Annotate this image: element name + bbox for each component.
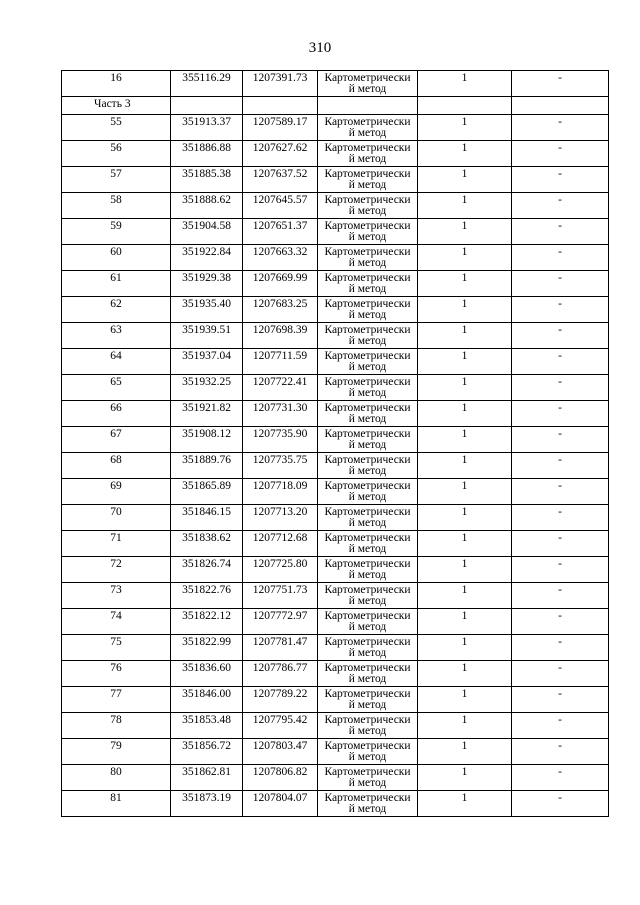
point-number: 61 bbox=[62, 271, 171, 297]
description: - bbox=[512, 765, 609, 791]
description: - bbox=[512, 167, 609, 193]
coord-y: 1207698.39 bbox=[243, 323, 318, 349]
precision: 1 bbox=[418, 713, 512, 739]
method-line-2: й метод bbox=[348, 231, 387, 243]
method-line-1: Картометрически bbox=[324, 766, 411, 778]
coord-x: 351904.58 bbox=[171, 219, 243, 245]
method-cell bbox=[318, 141, 418, 167]
point-number: 68 bbox=[62, 453, 171, 479]
method-line-2: й метод bbox=[348, 309, 387, 321]
description: - bbox=[512, 557, 609, 583]
method-line-2: й метод bbox=[348, 725, 387, 737]
precision: 1 bbox=[418, 557, 512, 583]
description: - bbox=[512, 739, 609, 765]
method-line-1: Картометрически bbox=[324, 428, 411, 440]
coord-y: 1207713.20 bbox=[243, 505, 318, 531]
precision: 1 bbox=[418, 71, 512, 97]
point-number: 55 bbox=[62, 115, 171, 141]
description: - bbox=[512, 141, 609, 167]
coord-y: 1207669.99 bbox=[243, 271, 318, 297]
table-row bbox=[62, 765, 609, 791]
method-cell bbox=[318, 479, 418, 505]
method-cell bbox=[318, 219, 418, 245]
description: - bbox=[512, 375, 609, 401]
point-number: 66 bbox=[62, 401, 171, 427]
method-line-2: й метод bbox=[348, 543, 387, 555]
table-row bbox=[62, 687, 609, 713]
method-line-1: Картометрически bbox=[324, 116, 411, 128]
method-line-1: Картометрически bbox=[324, 714, 411, 726]
table-row bbox=[62, 401, 609, 427]
method-line-2: й метод bbox=[348, 803, 387, 815]
coord-x: 351937.04 bbox=[171, 349, 243, 375]
empty-cell bbox=[512, 97, 609, 115]
point-number: 79 bbox=[62, 739, 171, 765]
table-row bbox=[62, 323, 609, 349]
coord-x: 351939.51 bbox=[171, 323, 243, 349]
empty-cell bbox=[318, 97, 418, 115]
method-line-2: й метод bbox=[348, 439, 387, 451]
precision: 1 bbox=[418, 531, 512, 557]
point-number: 58 bbox=[62, 193, 171, 219]
method-line-1: Картометрически bbox=[324, 402, 411, 414]
method-line-2: й метод bbox=[348, 127, 387, 139]
method-cell bbox=[318, 687, 418, 713]
coord-y: 1207627.62 bbox=[243, 141, 318, 167]
precision: 1 bbox=[418, 583, 512, 609]
point-number: 74 bbox=[62, 609, 171, 635]
coord-y: 1207712.68 bbox=[243, 531, 318, 557]
coord-y: 1207735.90 bbox=[243, 427, 318, 453]
precision: 1 bbox=[418, 635, 512, 661]
point-number: 62 bbox=[62, 297, 171, 323]
method-cell bbox=[318, 505, 418, 531]
coord-y: 1207786.77 bbox=[243, 661, 318, 687]
method-cell bbox=[318, 193, 418, 219]
method-line-2: й метод bbox=[348, 283, 387, 295]
precision: 1 bbox=[418, 167, 512, 193]
method-line-1: Картометрически bbox=[324, 298, 411, 310]
point-number: 60 bbox=[62, 245, 171, 271]
method-line-2: й метод bbox=[348, 465, 387, 477]
part-label: Часть 3 bbox=[62, 97, 171, 115]
description: - bbox=[512, 453, 609, 479]
method-line-1: Картометрически bbox=[324, 558, 411, 570]
method-line-1: Картометрически bbox=[324, 792, 411, 804]
method-cell bbox=[318, 71, 418, 97]
table-row bbox=[62, 661, 609, 687]
description: - bbox=[512, 427, 609, 453]
description: - bbox=[512, 193, 609, 219]
method-line-1: Картометрически bbox=[324, 662, 411, 674]
method-cell bbox=[318, 791, 418, 817]
coord-y: 1207683.25 bbox=[243, 297, 318, 323]
precision: 1 bbox=[418, 297, 512, 323]
coord-y: 1207781.47 bbox=[243, 635, 318, 661]
coord-x: 351853.48 bbox=[171, 713, 243, 739]
method-line-1: Картометрически bbox=[324, 740, 411, 752]
table-row bbox=[62, 375, 609, 401]
table-row bbox=[62, 349, 609, 375]
coord-x: 351822.12 bbox=[171, 609, 243, 635]
method-cell bbox=[318, 297, 418, 323]
method-line-2: й метод bbox=[348, 387, 387, 399]
method-line-2: й метод bbox=[348, 699, 387, 711]
method-cell bbox=[318, 765, 418, 791]
method-line-1: Картометрически bbox=[324, 324, 411, 336]
point-number: 59 bbox=[62, 219, 171, 245]
table-row bbox=[62, 193, 609, 219]
method-line-1: Картометрически bbox=[324, 584, 411, 596]
method-line-2: й метод bbox=[348, 621, 387, 633]
coord-y: 1207725.80 bbox=[243, 557, 318, 583]
coord-x: 351888.62 bbox=[171, 193, 243, 219]
coord-y: 1207718.09 bbox=[243, 479, 318, 505]
empty-cell bbox=[418, 97, 512, 115]
precision: 1 bbox=[418, 349, 512, 375]
description: - bbox=[512, 71, 609, 97]
method-cell bbox=[318, 531, 418, 557]
method-line-2: й метод bbox=[348, 491, 387, 503]
description: - bbox=[512, 505, 609, 531]
coord-y: 1207772.97 bbox=[243, 609, 318, 635]
coord-y: 1207806.82 bbox=[243, 765, 318, 791]
coord-x: 351862.81 bbox=[171, 765, 243, 791]
point-number: 78 bbox=[62, 713, 171, 739]
table-row bbox=[62, 115, 609, 141]
table-row bbox=[62, 167, 609, 193]
method-cell bbox=[318, 635, 418, 661]
coord-y: 1207803.47 bbox=[243, 739, 318, 765]
coord-x: 351922.84 bbox=[171, 245, 243, 271]
precision: 1 bbox=[418, 427, 512, 453]
coord-y: 1207651.37 bbox=[243, 219, 318, 245]
coord-x: 351913.37 bbox=[171, 115, 243, 141]
point-number: 81 bbox=[62, 791, 171, 817]
table-row bbox=[62, 583, 609, 609]
table-row bbox=[62, 505, 609, 531]
method-line-2: й метод bbox=[348, 595, 387, 607]
coord-x: 351822.99 bbox=[171, 635, 243, 661]
method-line-1: Картометрически bbox=[324, 246, 411, 258]
method-line-2: й метод bbox=[348, 205, 387, 217]
empty-cell bbox=[243, 97, 318, 115]
method-line-2: й метод bbox=[348, 569, 387, 581]
description: - bbox=[512, 635, 609, 661]
page-number: 310 bbox=[308, 40, 332, 56]
part-header-row bbox=[62, 97, 609, 115]
method-cell bbox=[318, 167, 418, 193]
coord-y: 1207789.22 bbox=[243, 687, 318, 713]
table-row bbox=[62, 557, 609, 583]
description: - bbox=[512, 271, 609, 297]
description: - bbox=[512, 661, 609, 687]
table-row bbox=[62, 297, 609, 323]
coord-x: 351929.38 bbox=[171, 271, 243, 297]
method-cell bbox=[318, 453, 418, 479]
method-cell bbox=[318, 661, 418, 687]
method-line-2: й метод bbox=[348, 413, 387, 425]
coord-x: 351889.76 bbox=[171, 453, 243, 479]
coord-y: 1207795.42 bbox=[243, 713, 318, 739]
coord-y: 1207645.57 bbox=[243, 193, 318, 219]
method-cell bbox=[318, 323, 418, 349]
table-row bbox=[62, 427, 609, 453]
coord-x: 351935.40 bbox=[171, 297, 243, 323]
point-number: 70 bbox=[62, 505, 171, 531]
coord-x: 351846.15 bbox=[171, 505, 243, 531]
description: - bbox=[512, 583, 609, 609]
method-line-1: Картометрически bbox=[324, 688, 411, 700]
coord-x: 351908.12 bbox=[171, 427, 243, 453]
point-number: 73 bbox=[62, 583, 171, 609]
method-cell bbox=[318, 375, 418, 401]
coord-y: 1207589.17 bbox=[243, 115, 318, 141]
description: - bbox=[512, 115, 609, 141]
description: - bbox=[512, 297, 609, 323]
precision: 1 bbox=[418, 323, 512, 349]
method-line-2: й метод bbox=[348, 751, 387, 763]
precision: 1 bbox=[418, 661, 512, 687]
precision: 1 bbox=[418, 739, 512, 765]
coord-x: 351856.72 bbox=[171, 739, 243, 765]
point-number: 69 bbox=[62, 479, 171, 505]
method-line-2: й метод bbox=[348, 517, 387, 529]
table-row bbox=[62, 219, 609, 245]
coordinates-table bbox=[61, 70, 609, 817]
coord-y: 1207751.73 bbox=[243, 583, 318, 609]
method-cell bbox=[318, 713, 418, 739]
precision: 1 bbox=[418, 141, 512, 167]
precision: 1 bbox=[418, 219, 512, 245]
method-line-2: й метод bbox=[348, 335, 387, 347]
precision: 1 bbox=[418, 245, 512, 271]
method-cell bbox=[318, 427, 418, 453]
point-number: 63 bbox=[62, 323, 171, 349]
coord-x: 351885.38 bbox=[171, 167, 243, 193]
method-cell bbox=[318, 271, 418, 297]
description: - bbox=[512, 323, 609, 349]
point-number: 56 bbox=[62, 141, 171, 167]
coord-x: 351865.89 bbox=[171, 479, 243, 505]
coord-y: 1207711.59 bbox=[243, 349, 318, 375]
description: - bbox=[512, 479, 609, 505]
table-row bbox=[62, 271, 609, 297]
point-number: 72 bbox=[62, 557, 171, 583]
precision: 1 bbox=[418, 375, 512, 401]
coord-y: 1207637.52 bbox=[243, 167, 318, 193]
coordinates-table-body bbox=[62, 71, 609, 817]
method-cell bbox=[318, 115, 418, 141]
description: - bbox=[512, 531, 609, 557]
coord-y: 1207663.32 bbox=[243, 245, 318, 271]
coord-y: 1207804.07 bbox=[243, 791, 318, 817]
coord-y: 1207735.75 bbox=[243, 453, 318, 479]
method-cell bbox=[318, 609, 418, 635]
precision: 1 bbox=[418, 115, 512, 141]
method-line-1: Картометрически bbox=[324, 636, 411, 648]
method-cell bbox=[318, 557, 418, 583]
table-row bbox=[62, 791, 609, 817]
point-number: 67 bbox=[62, 427, 171, 453]
coord-x: 351838.62 bbox=[171, 531, 243, 557]
coord-y: 1207731.30 bbox=[243, 401, 318, 427]
table-row bbox=[62, 609, 609, 635]
precision: 1 bbox=[418, 765, 512, 791]
method-line-2: й метод bbox=[348, 647, 387, 659]
coord-x: 351826.74 bbox=[171, 557, 243, 583]
method-line-2: й метод bbox=[348, 777, 387, 789]
point-number: 76 bbox=[62, 661, 171, 687]
method-line-1: Картометрически bbox=[324, 194, 411, 206]
precision: 1 bbox=[418, 687, 512, 713]
description: - bbox=[512, 791, 609, 817]
method-line-1: Картометрически bbox=[324, 376, 411, 388]
empty-cell bbox=[171, 97, 243, 115]
precision: 1 bbox=[418, 453, 512, 479]
point-number: 80 bbox=[62, 765, 171, 791]
precision: 1 bbox=[418, 401, 512, 427]
coord-x: 351886.88 bbox=[171, 141, 243, 167]
table-row bbox=[62, 245, 609, 271]
table-row bbox=[62, 141, 609, 167]
coord-x: 351921.82 bbox=[171, 401, 243, 427]
method-line-2: й метод bbox=[348, 673, 387, 685]
description: - bbox=[512, 219, 609, 245]
description: - bbox=[512, 713, 609, 739]
precision: 1 bbox=[418, 271, 512, 297]
point-number: 71 bbox=[62, 531, 171, 557]
method-cell bbox=[318, 739, 418, 765]
method-cell bbox=[318, 349, 418, 375]
description: - bbox=[512, 401, 609, 427]
coord-x: 355116.29 bbox=[171, 71, 243, 97]
method-line-2: й метод bbox=[348, 257, 387, 269]
coord-x: 351846.00 bbox=[171, 687, 243, 713]
method-line-1: Картометрически bbox=[324, 480, 411, 492]
method-cell bbox=[318, 245, 418, 271]
method-line-2: й метод bbox=[348, 83, 387, 95]
method-line-1: Картометрически bbox=[324, 220, 411, 232]
description: - bbox=[512, 245, 609, 271]
coord-y: 1207391.73 bbox=[243, 71, 318, 97]
method-line-1: Картометрически bbox=[324, 168, 411, 180]
coord-x: 351873.19 bbox=[171, 791, 243, 817]
coord-x: 351932.25 bbox=[171, 375, 243, 401]
method-line-1: Картометрически bbox=[324, 506, 411, 518]
point-number: 64 bbox=[62, 349, 171, 375]
precision: 1 bbox=[418, 505, 512, 531]
point-number: 16 bbox=[62, 71, 171, 97]
coord-x: 351836.60 bbox=[171, 661, 243, 687]
precision: 1 bbox=[418, 609, 512, 635]
method-line-1: Картометрически bbox=[324, 272, 411, 284]
description: - bbox=[512, 687, 609, 713]
table-row bbox=[62, 453, 609, 479]
point-number: 77 bbox=[62, 687, 171, 713]
description: - bbox=[512, 349, 609, 375]
table-row bbox=[62, 71, 609, 97]
method-line-1: Картометрически bbox=[324, 454, 411, 466]
method-line-2: й метод bbox=[348, 361, 387, 373]
method-line-1: Картометрически bbox=[324, 350, 411, 362]
precision: 1 bbox=[418, 479, 512, 505]
table-row bbox=[62, 739, 609, 765]
table-row bbox=[62, 479, 609, 505]
method-cell bbox=[318, 583, 418, 609]
table-row bbox=[62, 713, 609, 739]
precision: 1 bbox=[418, 193, 512, 219]
point-number: 65 bbox=[62, 375, 171, 401]
table-row bbox=[62, 635, 609, 661]
precision: 1 bbox=[418, 791, 512, 817]
method-line-1: Картометрически bbox=[324, 532, 411, 544]
table-row bbox=[62, 531, 609, 557]
method-line-2: й метод bbox=[348, 179, 387, 191]
point-number: 57 bbox=[62, 167, 171, 193]
point-number: 75 bbox=[62, 635, 171, 661]
description: - bbox=[512, 609, 609, 635]
coord-x: 351822.76 bbox=[171, 583, 243, 609]
coord-y: 1207722.41 bbox=[243, 375, 318, 401]
method-cell bbox=[318, 401, 418, 427]
method-line-2: й метод bbox=[348, 153, 387, 165]
method-line-1: Картометрически bbox=[324, 610, 411, 622]
method-line-1: Картометрически bbox=[324, 72, 411, 84]
method-line-1: Картометрически bbox=[324, 142, 411, 154]
